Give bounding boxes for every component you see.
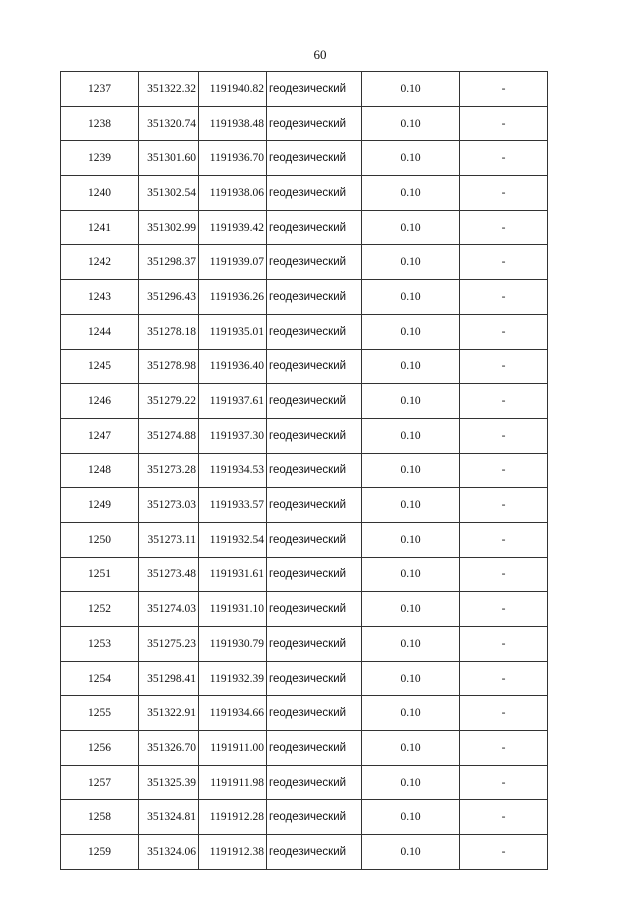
point-number-cell: 1240 [61, 176, 139, 211]
point-number-cell: 1239 [61, 141, 139, 176]
table-row [61, 72, 548, 107]
table-row [61, 314, 548, 349]
table-row [61, 661, 548, 696]
x-coordinate-cell: 351324.81 [139, 800, 199, 835]
x-coordinate-cell: 351322.91 [139, 696, 199, 731]
method-cell: геодезический [267, 384, 362, 419]
y-coordinate-cell: 1191912.38 [199, 835, 267, 870]
accuracy-cell: 0.10 [362, 384, 460, 419]
y-coordinate-cell: 1191935.01 [199, 314, 267, 349]
accuracy-cell: 0.10 [362, 661, 460, 696]
y-coordinate-cell: 1191932.54 [199, 522, 267, 557]
note-cell: - [460, 731, 548, 766]
point-number-cell: 1241 [61, 210, 139, 245]
note-cell: - [460, 800, 548, 835]
y-coordinate-cell: 1191937.30 [199, 418, 267, 453]
y-coordinate-cell: 1191931.10 [199, 592, 267, 627]
accuracy-cell: 0.10 [362, 280, 460, 315]
note-cell: - [460, 557, 548, 592]
method-cell: геодезический [267, 176, 362, 211]
method-cell: геодезический [267, 488, 362, 523]
accuracy-cell: 0.10 [362, 349, 460, 384]
point-number-cell: 1249 [61, 488, 139, 523]
accuracy-cell: 0.10 [362, 627, 460, 662]
note-cell: - [460, 280, 548, 315]
point-number-cell: 1246 [61, 384, 139, 419]
x-coordinate-cell: 351324.06 [139, 835, 199, 870]
x-coordinate-cell: 351273.11 [139, 522, 199, 557]
y-coordinate-cell: 1191911.00 [199, 731, 267, 766]
method-cell: геодезический [267, 557, 362, 592]
y-coordinate-cell: 1191936.26 [199, 280, 267, 315]
y-coordinate-cell: 1191934.66 [199, 696, 267, 731]
accuracy-cell: 0.10 [362, 488, 460, 523]
accuracy-cell: 0.10 [362, 557, 460, 592]
point-number-cell: 1253 [61, 627, 139, 662]
method-cell: геодезический [267, 592, 362, 627]
y-coordinate-cell: 1191930.79 [199, 627, 267, 662]
point-number-cell: 1244 [61, 314, 139, 349]
accuracy-cell: 0.10 [362, 176, 460, 211]
table-row [61, 418, 548, 453]
note-cell: - [460, 661, 548, 696]
note-cell: - [460, 384, 548, 419]
x-coordinate-cell: 351273.28 [139, 453, 199, 488]
method-cell: геодезический [267, 210, 362, 245]
table-row [61, 592, 548, 627]
table-row [61, 176, 548, 211]
point-number-cell: 1257 [61, 765, 139, 800]
point-number-cell: 1238 [61, 106, 139, 141]
table-row [61, 280, 548, 315]
accuracy-cell: 0.10 [362, 800, 460, 835]
note-cell: - [460, 314, 548, 349]
y-coordinate-cell: 1191911.98 [199, 765, 267, 800]
table-row [61, 106, 548, 141]
table-row [61, 835, 548, 870]
table-row [61, 349, 548, 384]
coordinates-table [60, 71, 548, 870]
x-coordinate-cell: 351302.99 [139, 210, 199, 245]
accuracy-cell: 0.10 [362, 141, 460, 176]
y-coordinate-cell: 1191936.70 [199, 141, 267, 176]
x-coordinate-cell: 351296.43 [139, 280, 199, 315]
method-cell: геодезический [267, 835, 362, 870]
x-coordinate-cell: 351325.39 [139, 765, 199, 800]
point-number-cell: 1252 [61, 592, 139, 627]
note-cell: - [460, 245, 548, 280]
y-coordinate-cell: 1191936.40 [199, 349, 267, 384]
x-coordinate-cell: 351326.70 [139, 731, 199, 766]
x-coordinate-cell: 351273.48 [139, 557, 199, 592]
note-cell: - [460, 453, 548, 488]
note-cell: - [460, 141, 548, 176]
page-number: 60 [313, 47, 327, 62]
x-coordinate-cell: 351274.88 [139, 418, 199, 453]
y-coordinate-cell: 1191938.48 [199, 106, 267, 141]
accuracy-cell: 0.10 [362, 106, 460, 141]
x-coordinate-cell: 351274.03 [139, 592, 199, 627]
note-cell: - [460, 418, 548, 453]
x-coordinate-cell: 351275.23 [139, 627, 199, 662]
table-row [61, 210, 548, 245]
y-coordinate-cell: 1191939.07 [199, 245, 267, 280]
accuracy-cell: 0.10 [362, 592, 460, 627]
x-coordinate-cell: 351298.41 [139, 661, 199, 696]
accuracy-cell: 0.10 [362, 210, 460, 245]
x-coordinate-cell: 351278.18 [139, 314, 199, 349]
x-coordinate-cell: 351301.60 [139, 141, 199, 176]
method-cell: геодезический [267, 627, 362, 662]
method-cell: геодезический [267, 418, 362, 453]
accuracy-cell: 0.10 [362, 245, 460, 280]
note-cell: - [460, 72, 548, 107]
y-coordinate-cell: 1191940.82 [199, 72, 267, 107]
note-cell: - [460, 592, 548, 627]
y-coordinate-cell: 1191932.39 [199, 661, 267, 696]
accuracy-cell: 0.10 [362, 453, 460, 488]
method-cell: геодезический [267, 765, 362, 800]
table-row [61, 800, 548, 835]
accuracy-cell: 0.10 [362, 314, 460, 349]
method-cell: геодезический [267, 800, 362, 835]
point-number-cell: 1258 [61, 800, 139, 835]
point-number-cell: 1237 [61, 72, 139, 107]
method-cell: геодезический [267, 106, 362, 141]
y-coordinate-cell: 1191933.57 [199, 488, 267, 523]
point-number-cell: 1255 [61, 696, 139, 731]
x-coordinate-cell: 351273.03 [139, 488, 199, 523]
x-coordinate-cell: 351298.37 [139, 245, 199, 280]
point-number-cell: 1251 [61, 557, 139, 592]
table-row [61, 488, 548, 523]
point-number-cell: 1259 [61, 835, 139, 870]
note-cell: - [460, 106, 548, 141]
method-cell: геодезический [267, 141, 362, 176]
y-coordinate-cell: 1191931.61 [199, 557, 267, 592]
note-cell: - [460, 488, 548, 523]
table-row [61, 141, 548, 176]
point-number-cell: 1248 [61, 453, 139, 488]
point-number-cell: 1247 [61, 418, 139, 453]
point-number-cell: 1256 [61, 731, 139, 766]
table-row [61, 731, 548, 766]
method-cell: геодезический [267, 453, 362, 488]
method-cell: геодезический [267, 731, 362, 766]
y-coordinate-cell: 1191912.28 [199, 800, 267, 835]
point-number-cell: 1242 [61, 245, 139, 280]
note-cell: - [460, 349, 548, 384]
accuracy-cell: 0.10 [362, 522, 460, 557]
x-coordinate-cell: 351322.32 [139, 72, 199, 107]
note-cell: - [460, 696, 548, 731]
point-number-cell: 1254 [61, 661, 139, 696]
table-row [61, 384, 548, 419]
point-number-cell: 1243 [61, 280, 139, 315]
method-cell: геодезический [267, 349, 362, 384]
y-coordinate-cell: 1191938.06 [199, 176, 267, 211]
table-row [61, 696, 548, 731]
coordinates-table-body [61, 72, 548, 870]
note-cell: - [460, 835, 548, 870]
method-cell: геодезический [267, 522, 362, 557]
y-coordinate-cell: 1191937.61 [199, 384, 267, 419]
x-coordinate-cell: 351302.54 [139, 176, 199, 211]
table-row [61, 557, 548, 592]
table-row [61, 627, 548, 662]
accuracy-cell: 0.10 [362, 696, 460, 731]
x-coordinate-cell: 351278.98 [139, 349, 199, 384]
table-row [61, 245, 548, 280]
table-row [61, 765, 548, 800]
accuracy-cell: 0.10 [362, 731, 460, 766]
x-coordinate-cell: 351320.74 [139, 106, 199, 141]
note-cell: - [460, 210, 548, 245]
method-cell: геодезический [267, 245, 362, 280]
table-row [61, 522, 548, 557]
x-coordinate-cell: 351279.22 [139, 384, 199, 419]
y-coordinate-cell: 1191939.42 [199, 210, 267, 245]
method-cell: геодезический [267, 314, 362, 349]
accuracy-cell: 0.10 [362, 72, 460, 107]
y-coordinate-cell: 1191934.53 [199, 453, 267, 488]
note-cell: - [460, 176, 548, 211]
method-cell: геодезический [267, 661, 362, 696]
note-cell: - [460, 765, 548, 800]
table-row [61, 453, 548, 488]
point-number-cell: 1245 [61, 349, 139, 384]
method-cell: геодезический [267, 280, 362, 315]
note-cell: - [460, 522, 548, 557]
method-cell: геодезический [267, 696, 362, 731]
method-cell: геодезический [267, 72, 362, 107]
note-cell: - [460, 627, 548, 662]
accuracy-cell: 0.10 [362, 765, 460, 800]
accuracy-cell: 0.10 [362, 835, 460, 870]
accuracy-cell: 0.10 [362, 418, 460, 453]
point-number-cell: 1250 [61, 522, 139, 557]
